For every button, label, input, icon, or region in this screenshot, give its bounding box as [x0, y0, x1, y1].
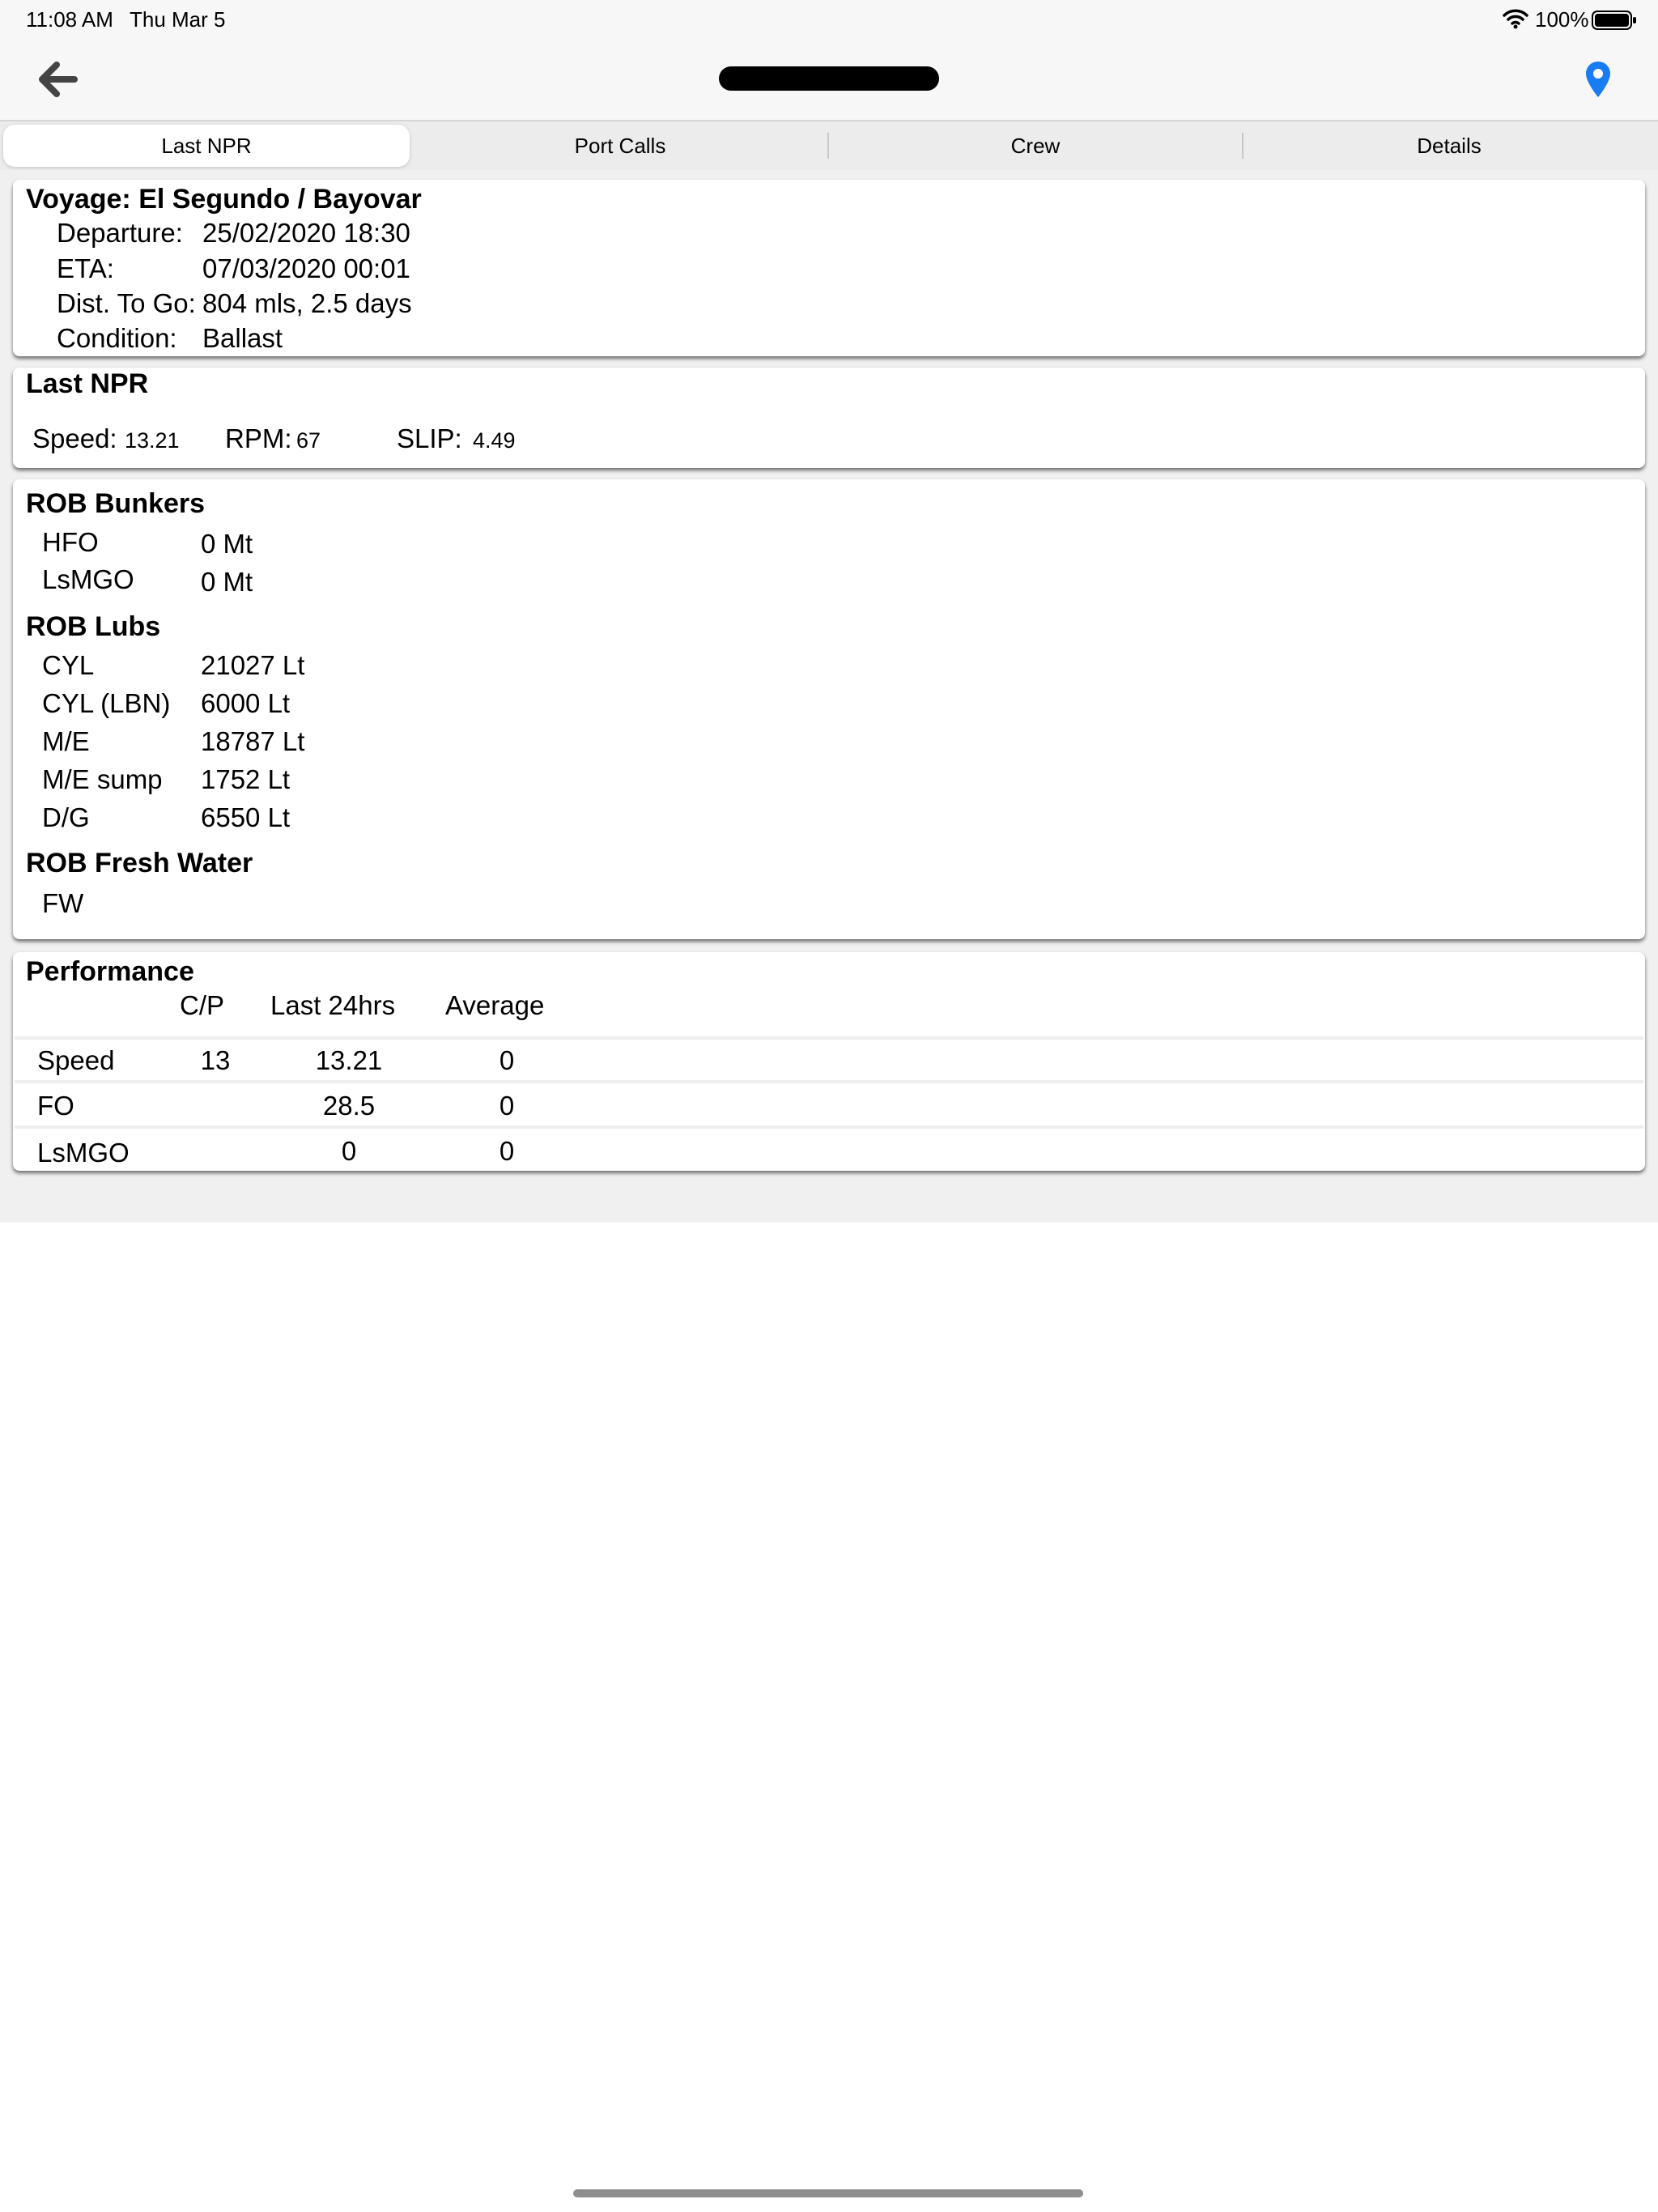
rob-bunkers-value: 0 Mt	[201, 529, 253, 559]
status-time: 11:08 AM	[26, 7, 113, 32]
npr-rpm-value: 67	[296, 428, 321, 453]
rob-lubs-label: M/E	[42, 726, 90, 756]
npr-slip-value: 4.49	[473, 428, 516, 453]
npr-rpm-label: RPM:	[225, 423, 292, 453]
rob-lubs-label: CYL (LBN)	[42, 688, 171, 718]
rob-water-label: FW	[42, 888, 84, 918]
perf-header-last24: Last 24hrs	[270, 990, 396, 1020]
rob-bunkers-label: LsMGO	[42, 564, 134, 594]
perf-header-cp: C/P	[180, 990, 225, 1020]
voyage-title: Voyage: El Segundo / Bayovar	[26, 184, 422, 215]
eta-value: 07/03/2020 00:01	[202, 253, 410, 283]
home-indicator[interactable]	[573, 2189, 1083, 2197]
back-arrow-icon[interactable]	[36, 60, 78, 99]
condition-label: Condition:	[57, 323, 177, 353]
rob-lubs-value: 1752 Lt	[201, 764, 291, 794]
rob-lubs-label: D/G	[42, 802, 90, 832]
battery-percent: 100%	[1535, 7, 1589, 32]
departure-label: Departure:	[57, 218, 183, 248]
departure-value: 25/02/2020 18:30	[202, 218, 410, 248]
npr-speed-value: 13.21	[125, 428, 180, 453]
status-date: Thu Mar 5	[130, 7, 226, 32]
tab-last-npr[interactable]: Last NPR	[3, 125, 410, 167]
perf-row-average: 0	[499, 1136, 515, 1166]
perf-row-label: Speed	[37, 1045, 115, 1075]
dist-to-go-label: Dist. To Go:	[57, 288, 196, 318]
map-pin-icon[interactable]	[1584, 60, 1613, 99]
npr-slip-label: SLIP:	[397, 423, 462, 453]
last-npr-card	[13, 368, 1645, 468]
condition-value: Ballast	[202, 323, 283, 353]
rob-lubs-value: 18787 Lt	[201, 726, 305, 756]
tab-crew[interactable]: Crew	[1010, 134, 1061, 158]
perf-row-average: 0	[499, 1091, 515, 1121]
segmented-tabs	[0, 121, 1658, 170]
rob-bunkers-title: ROB Bunkers	[26, 488, 206, 519]
rob-lubs-label: M/E sump	[42, 764, 163, 794]
performance-title: Performance	[26, 956, 194, 987]
rob-lubs-value: 6550 Lt	[201, 802, 291, 832]
wifi-icon	[1503, 8, 1528, 29]
perf-row-last24: 28.5	[322, 1091, 376, 1121]
title-redaction	[719, 66, 939, 91]
perf-header-average: Average	[445, 990, 545, 1020]
rob-lubs-value: 6000 Lt	[201, 688, 291, 718]
row-separator	[15, 1080, 1643, 1083]
rob-lubs-label: CYL	[42, 650, 95, 680]
rob-water-title: ROB Fresh Water	[26, 848, 253, 878]
perf-row-cp: 13	[200, 1045, 231, 1075]
npr-speed-label: Speed:	[32, 423, 117, 453]
perf-row-label: FO	[37, 1091, 74, 1121]
tab-details[interactable]: Details	[1417, 134, 1482, 158]
rob-bunkers-label: HFO	[42, 527, 99, 557]
rob-bunkers-value: 0 Mt	[201, 567, 253, 597]
row-separator	[15, 1125, 1643, 1129]
voyage-card	[13, 180, 1645, 356]
status-bar	[0, 0, 1658, 39]
perf-row-last24: 13.21	[315, 1045, 383, 1075]
eta-label: ETA:	[57, 253, 114, 283]
perf-row-last24: 0	[341, 1136, 357, 1166]
last-npr-title: Last NPR	[26, 368, 149, 399]
rob-lubs-value: 21027 Lt	[201, 650, 305, 680]
rob-lubs-title: ROB Lubs	[26, 611, 161, 642]
tab-port-calls[interactable]: Port Calls	[574, 134, 666, 158]
row-separator	[15, 1036, 1643, 1040]
perf-row-label: LsMGO	[37, 1138, 130, 1168]
rob-card	[13, 479, 1645, 939]
battery-icon	[1592, 10, 1637, 31]
dist-to-go-value: 804 mls, 2.5 days	[202, 288, 412, 318]
performance-card	[13, 952, 1645, 1171]
perf-row-average: 0	[499, 1045, 515, 1075]
